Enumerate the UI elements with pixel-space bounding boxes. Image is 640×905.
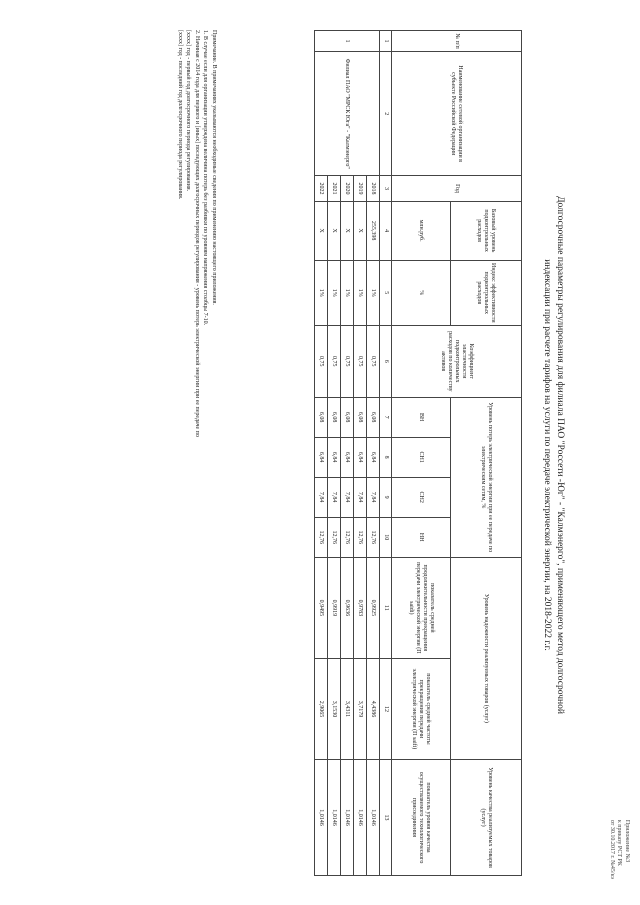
appendix-line-3: от 30.10.2017 г. №45/кэ [609, 819, 615, 879]
cell-year: 2021 [328, 176, 341, 201]
cell-elast: 0,75 [328, 325, 341, 397]
cell-eff: 1% [315, 260, 328, 325]
cell-base: 255,398 [367, 201, 380, 260]
cell-saifi: 4,4386 [367, 658, 380, 759]
col-number: 4 [380, 201, 392, 260]
header-year: Год [392, 176, 522, 201]
header-nn: НН [392, 517, 451, 557]
cell-sn1: 6,84 [367, 437, 380, 477]
header-sn1: СН1 [392, 437, 451, 477]
cell-vn: 6,08 [354, 397, 367, 437]
cell-nn: 12,76 [328, 517, 341, 557]
cell-year: 2022 [315, 176, 328, 201]
title-line-1: Долгосрочные параметры регулирования для филиала ПАО "Россети -Юг" - "Калмэнерго", применяющего метод долгосрочной [555, 196, 565, 714]
header-num: № п/п [392, 31, 522, 52]
parameters-table [314, 30, 522, 876]
cell-sn1: 6,84 [315, 437, 328, 477]
cell-saidi: 0,9925 [367, 557, 380, 658]
cell-sn2: 7,84 [354, 477, 367, 517]
col-number: 1 [380, 31, 392, 52]
org-name: Филиал ПАО "МРСК Юга" - "Калмэнерго" [315, 52, 380, 176]
cell-elast: 0,75 [354, 325, 367, 397]
header-vn: ВН [392, 397, 451, 437]
cell-base: X [315, 201, 328, 260]
column-number-row [380, 31, 392, 876]
cell-saifi: 3,7179 [354, 658, 367, 759]
cell-quality: 1,0146 [354, 760, 367, 876]
col-number: 12 [380, 658, 392, 759]
cell-nn: 12,76 [315, 517, 328, 557]
cell-quality: 1,0146 [341, 760, 354, 876]
cell-base: X [328, 201, 341, 260]
cell-base: X [354, 201, 367, 260]
cell-nn: 12,76 [367, 517, 380, 557]
col-number: 10 [380, 517, 392, 557]
note-line: 1. В случае если для организации утверждена величина потерь без разбивки по уровням напряжения столбцы 7-10. [202, 30, 209, 326]
appendix-line-1: Приложение №3 [624, 819, 630, 863]
header-elasticity: Коэффициент эластичности подконтрольных расходов по количеству активов [392, 325, 522, 397]
cell-vn: 6,08 [328, 397, 341, 437]
cell-saifi: 3,4311 [341, 658, 354, 759]
cell-vn: 6,08 [341, 397, 354, 437]
cell-quality: 1,0146 [367, 760, 380, 876]
header-efficiency: Индекс эффективности подконтрольных расходов [451, 260, 522, 325]
cell-elast: 0,75 [341, 325, 354, 397]
document-title [540, 110, 566, 800]
title-line-2: индексации при расчете тарифов на услуги по передаче электрической энергии, на 2018-2022 г.г. [542, 259, 552, 651]
note-line: [хххх] год - первый год долгосрочного периода регулирования. [185, 30, 192, 192]
header-row-1 [451, 31, 522, 876]
col-number: 7 [380, 397, 392, 437]
cell-elast: 0,75 [367, 325, 380, 397]
cell-eff: 1% [328, 260, 341, 325]
note-line: Примечание. В примечаниях указываются необходимые сведения по применению настоящего приложения. [211, 30, 217, 305]
header-reliability-group: Уровень надежности реализуемых товаров (услуг) [451, 557, 522, 759]
cell-year: 2020 [341, 176, 354, 201]
cell-quality: 1,0146 [315, 760, 328, 876]
header-sn2: СН2 [392, 477, 451, 517]
cell-sn2: 7,84 [315, 477, 328, 517]
cell-sn2: 7,84 [328, 477, 341, 517]
cell-eff: 1% [367, 260, 380, 325]
cell-sn1: 6,84 [328, 437, 341, 477]
appendix-stamp [608, 820, 631, 879]
cell-sn1: 6,84 [354, 437, 367, 477]
col-number: 11 [380, 557, 392, 658]
header-org: Наименование сетевой организации в субъекте Российской Федерации [392, 52, 522, 176]
header-quality-group: Уровень качества реализуемых товаров (услуг) [451, 760, 522, 876]
cell-eff: 1% [354, 260, 367, 325]
cell-nn: 12,76 [354, 517, 367, 557]
col-number: 6 [380, 325, 392, 397]
cell-sn2: 7,84 [367, 477, 380, 517]
cell-saidi: 0,9919 [328, 557, 341, 658]
cell-vn: 6,08 [367, 397, 380, 437]
header-losses-group: Уровень потерь электрической энергии при ее передаче по электрическим сетям, % [451, 397, 522, 557]
header-saifi: показатель средней частоты прекращения передачи электрической энергии (П saifi) [392, 658, 451, 759]
header-quality: показатель уровня качества осуществляемого технологического присоединения [392, 760, 451, 876]
note-line: [хххх] год - последний год долгосрочного периода регулирования. [177, 30, 183, 200]
org-index: 1 [315, 31, 380, 52]
cell-vn: 6,08 [315, 397, 328, 437]
cell-quality: 1,0146 [328, 760, 341, 876]
col-number: 2 [380, 52, 392, 176]
cell-sn1: 6,84 [341, 437, 354, 477]
cell-saifi: 3,1530 [328, 658, 341, 759]
unit-percent: % [392, 260, 451, 325]
cell-saidi: 0,9783 [354, 557, 367, 658]
table-row [367, 31, 380, 876]
notes-block [176, 30, 219, 850]
cell-year: 2019 [354, 176, 367, 201]
cell-year: 2018 [367, 176, 380, 201]
col-number: 9 [380, 477, 392, 517]
cell-saidi: 0,9636 [341, 557, 354, 658]
cell-sn2: 7,84 [341, 477, 354, 517]
unit-money: млн.руб. [392, 201, 451, 260]
col-number: 5 [380, 260, 392, 325]
col-number: 8 [380, 437, 392, 477]
col-number: 3 [380, 176, 392, 201]
cell-eff: 1% [341, 260, 354, 325]
cell-base: X [341, 201, 354, 260]
note-line: 2. Начиная с 2014 года для первого и [иных] последующих долгосрочных периодов регулирования - уровень потерь электрической энергии при ее передаче по [194, 30, 200, 437]
cell-elast: 0,75 [315, 325, 328, 397]
cell-nn: 12,76 [341, 517, 354, 557]
col-number: 13 [380, 760, 392, 876]
cell-saidi: 0,9495 [315, 557, 328, 658]
cell-saifi: 2,9065 [315, 658, 328, 759]
header-base-level: Базовый уровень подконтрольных расходов [451, 201, 522, 260]
appendix-line-2: к приказу РСТ РК [616, 819, 623, 866]
header-saidi: показатель средней продолжительности прекращения передачи электрической энергии (П saidi) [392, 557, 451, 658]
